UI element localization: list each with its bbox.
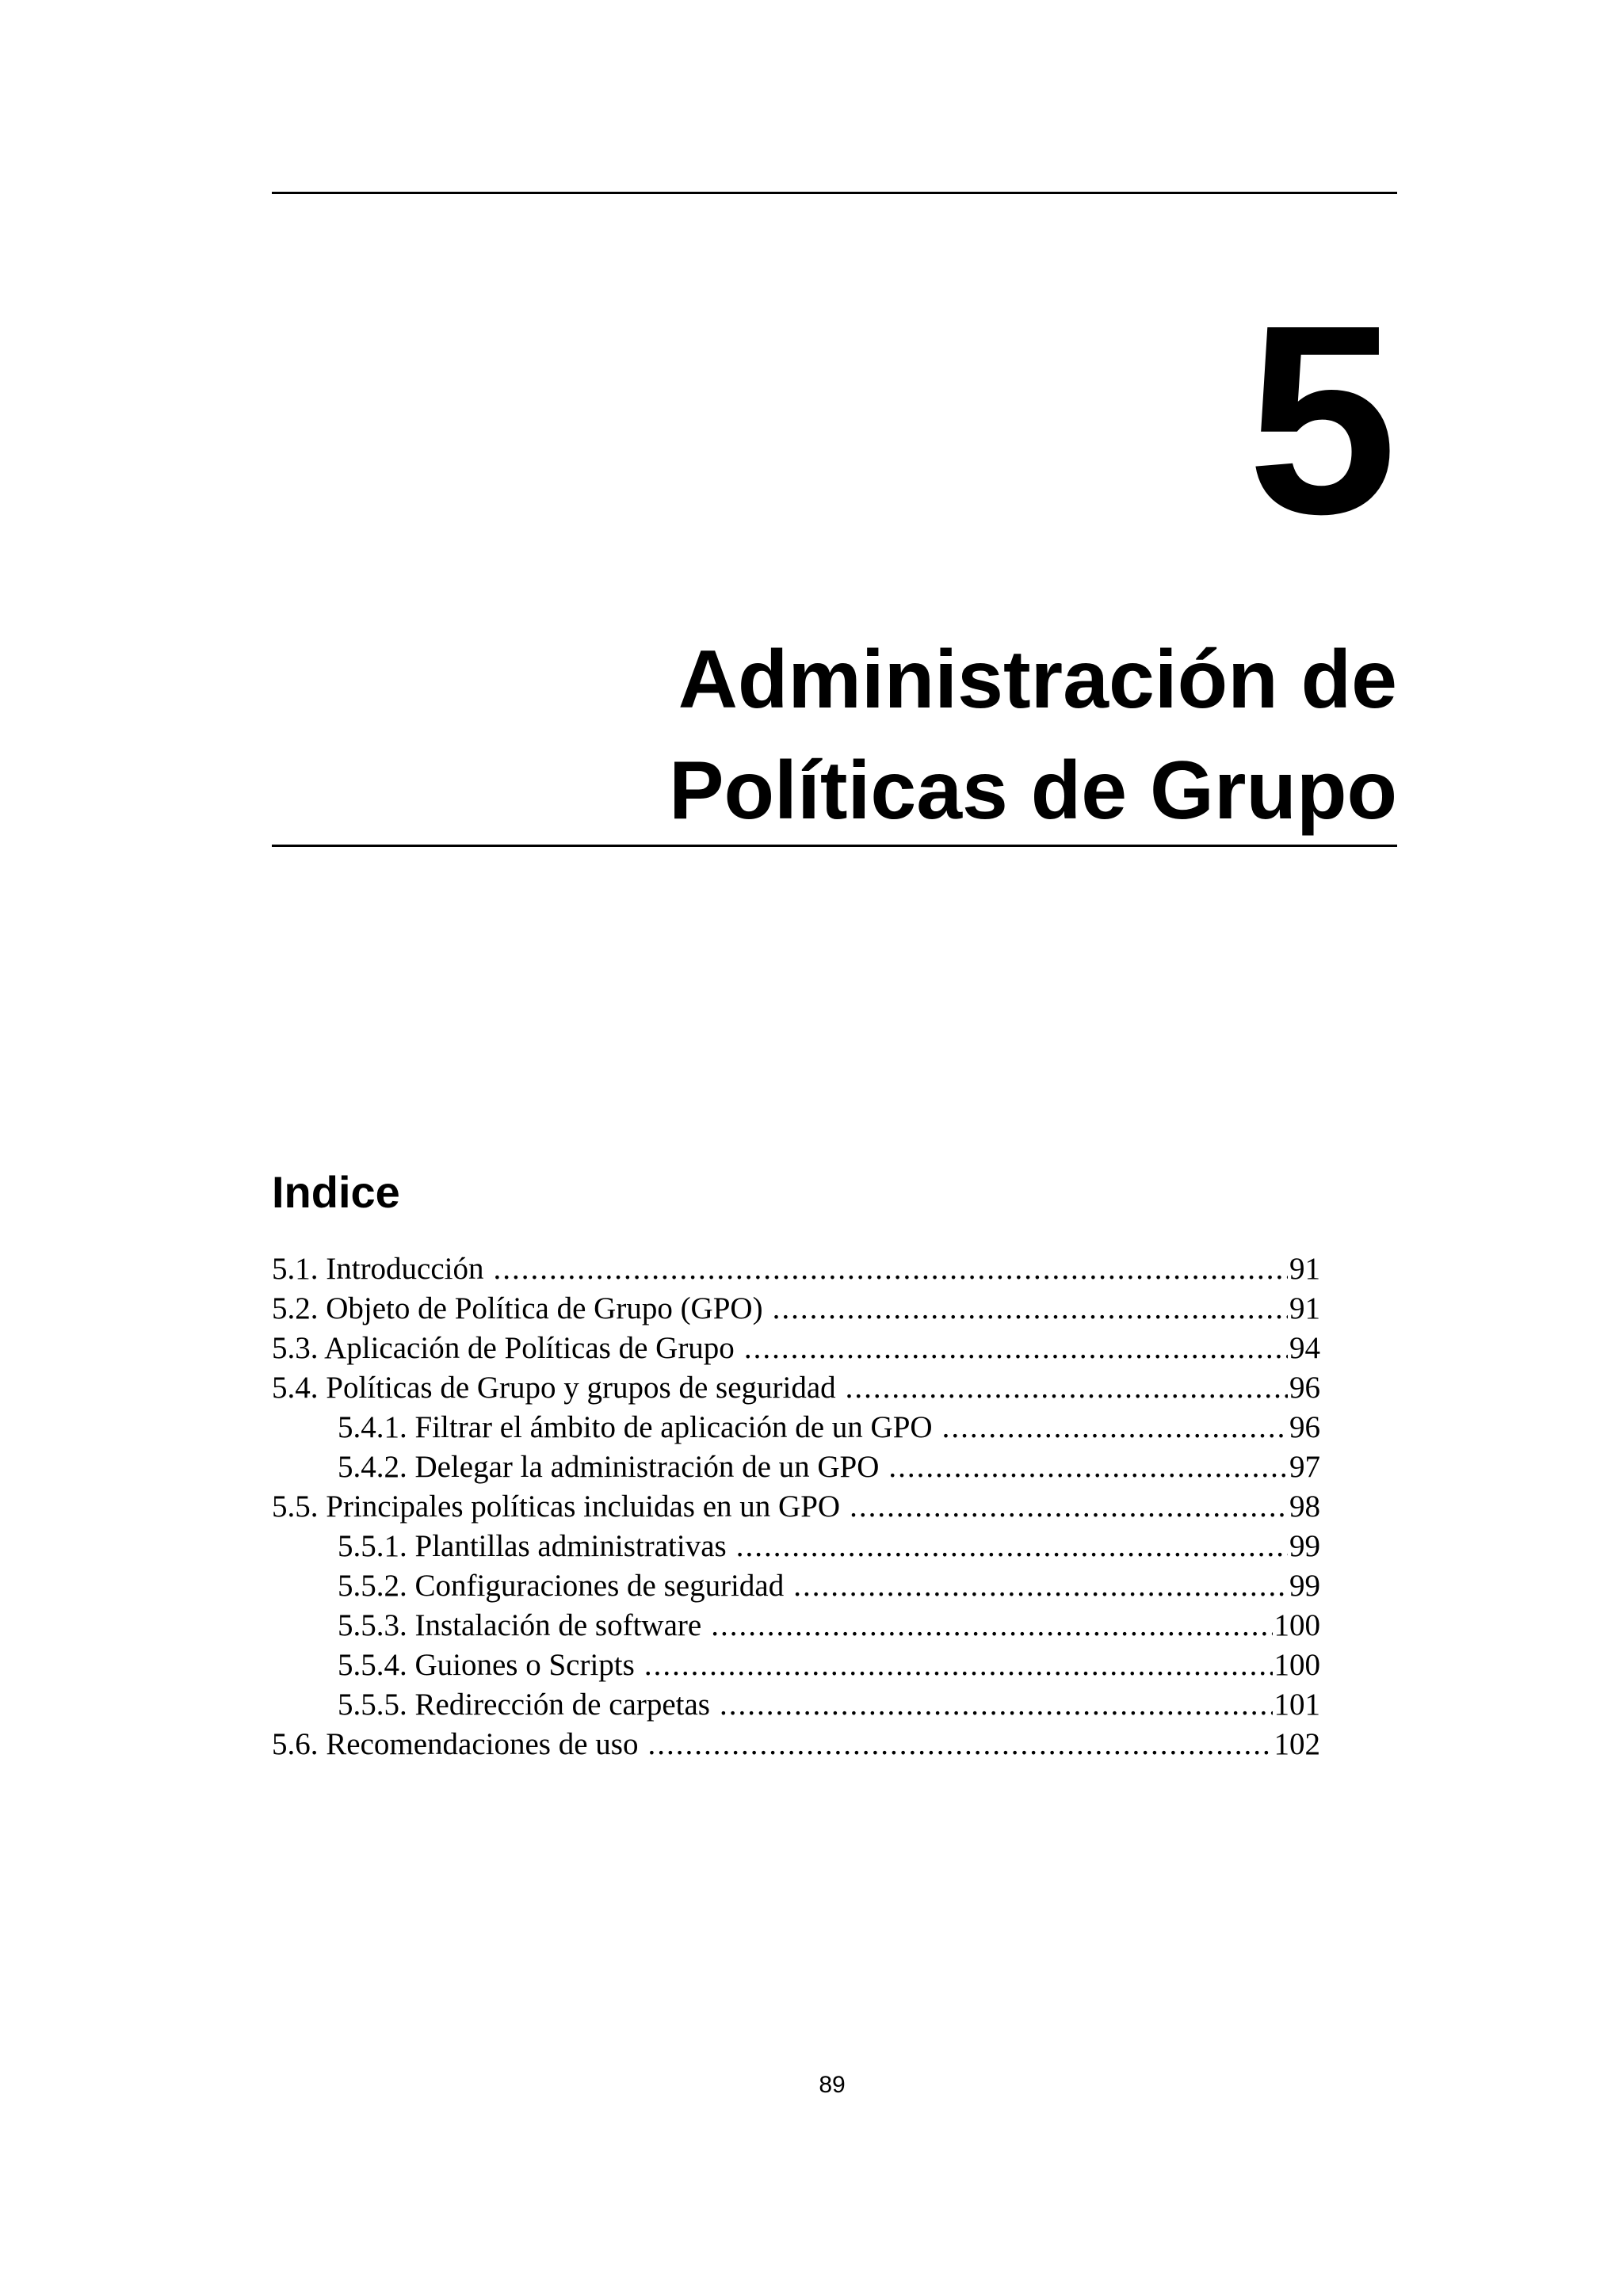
toc-entry-page: 99 — [1289, 1569, 1320, 1603]
toc-dot-leader — [744, 1329, 1288, 1368]
toc-entry-page: 91 — [1289, 1252, 1320, 1286]
toc-entry[interactable] — [272, 1329, 1320, 1368]
toc-entry-page: 102 — [1274, 1727, 1320, 1761]
toc-entry-title: 5.1. Introducción — [272, 1252, 484, 1286]
toc-entry-title: 5.5. Principales políticas incluidas en un GPO — [272, 1489, 841, 1524]
title-underline-rule — [272, 845, 1397, 847]
toc-entry[interactable] — [272, 1685, 1320, 1725]
toc-entry[interactable] — [272, 1368, 1320, 1408]
toc-dot-leader — [711, 1606, 1272, 1646]
toc-entry[interactable] — [272, 1606, 1320, 1646]
toc-entry-title: 5.5.3. Instalación de software — [338, 1608, 702, 1642]
chapter-title-line-1: Administración de — [678, 634, 1397, 726]
toc-dot-leader — [942, 1408, 1288, 1447]
toc-dot-leader — [888, 1447, 1288, 1487]
chapter-number: 5 — [1247, 269, 1397, 570]
toc-dot-leader — [736, 1527, 1288, 1566]
toc-heading: Indice — [272, 1167, 400, 1217]
toc-entry-title: 5.5.2. Configuraciones de seguridad — [338, 1569, 785, 1603]
toc-entry-page: 96 — [1289, 1371, 1320, 1405]
toc-entry-page: 101 — [1274, 1688, 1320, 1722]
toc-dot-leader — [850, 1487, 1288, 1527]
toc-dot-leader — [793, 1566, 1288, 1606]
toc-dot-leader — [720, 1685, 1273, 1725]
top-rule — [272, 192, 1397, 194]
toc-entry-title: 5.2. Objeto de Política de Grupo (GPO) — [272, 1291, 763, 1325]
toc-entry-title: 5.5.4. Guiones o Scripts — [338, 1648, 635, 1682]
toc-entry-page: 94 — [1289, 1331, 1320, 1365]
toc-entry-title: 5.4.2. Delegar la administración de un GPO — [338, 1450, 880, 1484]
toc-entry-title: 5.5.5. Redirección de carpetas — [338, 1688, 710, 1722]
toc-entry-page: 100 — [1274, 1648, 1320, 1682]
toc-dot-leader — [647, 1725, 1272, 1764]
chapter-title — [367, 624, 1397, 846]
toc-entry[interactable] — [272, 1646, 1320, 1685]
toc-entry-page: 100 — [1274, 1608, 1320, 1642]
toc-entry-title: 5.5.1. Plantillas administrativas — [338, 1529, 727, 1563]
toc-entry-title: 5.6. Recomendaciones de uso — [272, 1727, 639, 1761]
toc-dot-leader — [773, 1289, 1288, 1329]
toc-entry-page: 99 — [1289, 1529, 1320, 1563]
table-of-contents — [272, 1249, 1320, 1764]
toc-entry-page: 96 — [1289, 1410, 1320, 1444]
toc-entry-title: 5.4. Políticas de Grupo y grupos de seguridad — [272, 1371, 836, 1405]
toc-entry-page: 97 — [1289, 1450, 1320, 1484]
toc-entry[interactable] — [272, 1725, 1320, 1764]
page-number: 89 — [819, 2072, 846, 2098]
toc-entry[interactable] — [272, 1566, 1320, 1606]
toc-entry-title: 5.3. Aplicación de Políticas de Grupo — [272, 1331, 735, 1365]
toc-entry-page: 91 — [1289, 1291, 1320, 1325]
toc-entry[interactable] — [272, 1527, 1320, 1566]
toc-dot-leader — [846, 1368, 1288, 1408]
toc-dot-leader — [644, 1646, 1273, 1685]
toc-entry[interactable] — [272, 1487, 1320, 1527]
toc-entry[interactable] — [272, 1289, 1320, 1329]
toc-entry[interactable] — [272, 1408, 1320, 1447]
toc-entry-page: 98 — [1289, 1489, 1320, 1524]
toc-entry[interactable] — [272, 1447, 1320, 1487]
toc-entry-title: 5.4.1. Filtrar el ámbito de aplicación de un GPO — [338, 1410, 933, 1444]
toc-entry[interactable] — [272, 1249, 1320, 1289]
toc-dot-leader — [494, 1249, 1288, 1289]
chapter-title-line-2: Políticas de Grupo — [669, 745, 1397, 837]
